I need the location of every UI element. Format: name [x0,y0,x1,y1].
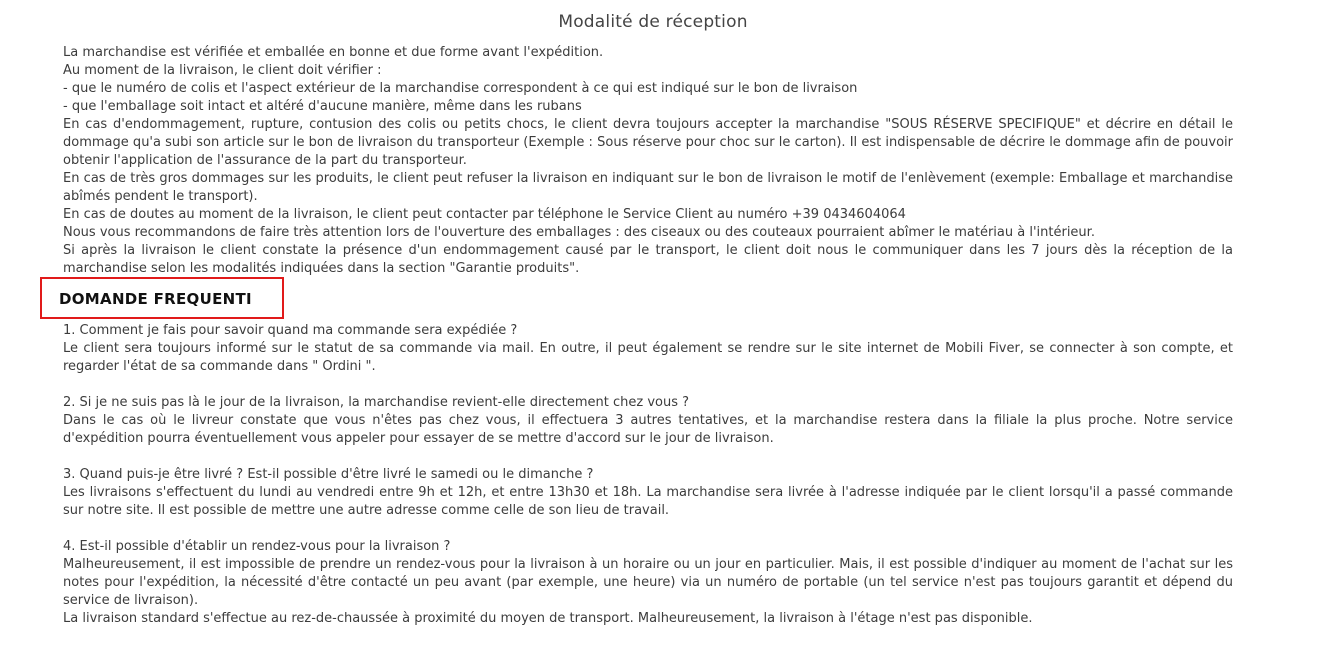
faq-question: 3. Quand puis-je être livré ? Est-il possible d'être livré le samedi ou le dimanche ? [63,467,594,482]
reception-paragraph: En cas d'endommagement, rupture, contusion des colis ou petits chocs, le client devra toujours accepter la marchandise "SOUS RÉSERVE SPECIFIQUE" et décrire en détail le dommage qu'a subi son article sur le bon de livraison du transporteur (Exemple : Sous réserve pour choc sur le carton). Il est indispensable de décrire le dommage afin de pouvoir obtenir l'application de l'assurance de la part du transporteur. [63,117,1233,168]
faq-heading: DOMANDE FREQUENTI [59,290,252,308]
faq-answer: Le client sera toujours informé sur le statut de sa commande via mail. En outre, il peut également se rendre sur le site internet de Mobili Fiver, se connecter à son compte, et regarder l'état de sa commande dans " Ordini ". [63,341,1233,374]
faq-answer: Malheureusement, il est impossible de prendre un rendez-vous pour la livraison à un horaire ou un jour en particulier. Mais, il est possible d'indiquer au moment de l'achat sur les notes pour l'expédition, la nécessité d'être contacté un peu avant (par exemple, une heure) via un numéro de portable (un tel service n'est pas toujours garantit et dépend du service de livraison). [63,557,1233,608]
reception-title: Modalité de réception [558,12,748,32]
faq-question: 1. Comment je fais pour savoir quand ma commande sera expédiée ? [63,323,518,338]
reception-paragraph: En cas de très gros dommages sur les produits, le client peut refuser la livraison en indiquant sur le bon de livraison le motif de l'enlèvement (exemple: Emballage et marchandise abîmés pendent le transport). [63,171,1233,204]
faq-item [63,466,1233,520]
reception-paragraph: - que le numéro de colis et l'aspect extérieur de la marchandise correspondent à ce qui est indiqué sur le bon de livraison [63,81,858,96]
reception-text [63,44,1233,278]
reception-paragraph: Si après la livraison le client constate la présence d'un endommagement causé par le transport, le client doit nous le communiquer dans les 7 jours dès la réception de la marchandise selon les modalités indiquées dans la section "Garantie produits". [63,243,1233,276]
faq-item [63,538,1233,628]
faq-question: 2. Si je ne suis pas là le jour de la livraison, la marchandise revient-elle directement chez vous ? [63,395,690,410]
faq-answer: La livraison standard s'effectue au rez-de-chaussée à proximité du moyen de transport. Malheureusement, la livraison à l'étage n'est pas disponible. [63,611,1033,626]
faq-list [63,322,1233,646]
faq-item [63,394,1233,448]
faq-item [63,322,1233,376]
faq-question: 4. Est-il possible d'établir un rendez-vous pour la livraison ? [63,539,451,554]
reception-paragraph: La marchandise est vérifiée et emballée en bonne et due forme avant l'expédition. [63,45,604,60]
faq-answer: Dans le cas où le livreur constate que vous n'êtes pas chez vous, il effectuera 3 autres tentatives, et la marchandise restera dans la filiale la plus proche. Notre service d'expédition pourra éventuellement vous appeler pour essayer de se mettre d'accord sur le jour de livraison. [63,413,1233,446]
reception-paragraph: Au moment de la livraison, le client doit vérifier : [63,63,382,78]
faq-answer: Les livraisons s'effectuent du lundi au vendredi entre 9h et 12h, et entre 13h30 et 18h. La marchandise sera livrée à l'adresse indiquée par le client lorsqu'il a passé commande sur notre site. Il est possible de mettre une autre adresse comme celle de son lieu de travail. [63,485,1233,518]
reception-paragraph: En cas de doutes au moment de la livraison, le client peut contacter par téléphone le Service Client au numéro +39 0434604064 [63,207,906,222]
reception-paragraph: - que l'emballage soit intact et altéré d'aucune manière, même dans les rubans [63,99,582,114]
reception-paragraph: Nous vous recommandons de faire très attention lors de l'ouverture des emballages : des ciseaux ou des couteaux pourraient abîmer le matériau à l'intérieur. [63,225,1095,240]
